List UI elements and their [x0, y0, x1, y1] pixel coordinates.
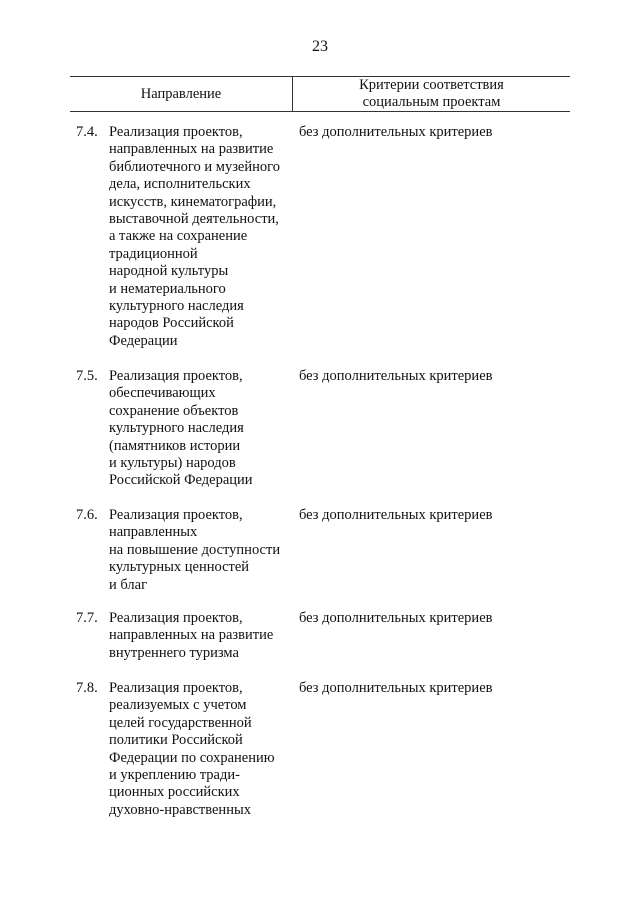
direction-line: а также на сохранение — [109, 228, 248, 245]
direction-line: народов Российской — [109, 315, 234, 332]
row-criteria: без дополнительных критериев — [299, 368, 493, 384]
page-number: 23 — [312, 38, 328, 55]
row-number: 7.5. — [76, 368, 98, 384]
header-criteria-line-2: социальным проектам — [362, 94, 501, 110]
direction-line: обеспечивающих — [109, 385, 216, 402]
direction-line: политики Российской — [109, 732, 243, 749]
row-direction — [109, 124, 291, 350]
direction-line: искусств, кинематографии, — [109, 193, 277, 210]
row-number: 7.6. — [76, 507, 98, 523]
direction-line: библиотечного и музейного — [109, 158, 280, 175]
row-direction — [109, 507, 291, 594]
row-criteria: без дополнительных критериев — [299, 124, 493, 140]
direction-line: Реализация проектов, — [109, 368, 243, 384]
direction-line: выставочной деятельности, — [109, 211, 279, 228]
direction-line: сохранение объектов — [109, 402, 239, 419]
direction-line: Реализация проектов, — [109, 507, 243, 523]
row-criteria: без дополнительных критериев — [299, 507, 493, 523]
row-direction — [109, 368, 291, 490]
direction-line: на повышение доступности — [109, 541, 281, 558]
direction-line: ционных российских — [109, 784, 240, 801]
direction-line: Федерации по сохранению — [109, 749, 275, 766]
direction-line: и укреплению тради- — [109, 767, 240, 784]
direction-line: направленных на развитие — [109, 627, 274, 644]
direction-line: (памятников истории — [109, 437, 241, 454]
row-criteria: без дополнительных критериев — [299, 680, 493, 696]
direction-line: Российской Федерации — [109, 472, 253, 489]
direction-line: направленных — [109, 524, 198, 541]
direction-line: внутреннего туризма — [109, 644, 239, 661]
table-header — [70, 76, 570, 112]
direction-line: традиционной — [109, 245, 198, 262]
direction-line: и нематериального — [109, 280, 226, 297]
direction-line: культурного наследия — [109, 420, 244, 437]
header-criteria-line-1: Критерии соответствия — [359, 77, 504, 93]
direction-line: целей государственной — [109, 714, 252, 731]
row-criteria: без дополнительных критериев — [299, 610, 493, 626]
direction-line: духовно-нравственных — [109, 801, 251, 818]
direction-line: народной культуры — [109, 263, 229, 280]
direction-line: культурного наследия — [109, 298, 244, 315]
row-number: 7.4. — [76, 124, 98, 140]
direction-line: и культуры) народов — [109, 455, 236, 472]
direction-line: Реализация проектов, — [109, 680, 243, 696]
direction-line: Реализация проектов, — [109, 610, 243, 626]
header-direction: Направление — [140, 86, 222, 102]
direction-line: культурных ценностей — [109, 559, 250, 576]
row-number: 7.7. — [76, 610, 98, 626]
header-criteria — [293, 77, 570, 111]
row-direction — [109, 610, 291, 662]
direction-line: и благ — [109, 576, 148, 593]
row-direction — [109, 680, 291, 819]
direction-line: дела, исполнительских — [109, 176, 251, 193]
direction-line: Федерации — [109, 332, 178, 349]
direction-line: реализуемых с учетом — [109, 697, 247, 714]
direction-line: направленных на развитие — [109, 141, 274, 158]
row-number: 7.8. — [76, 680, 98, 696]
direction-line: Реализация проектов, — [109, 124, 243, 140]
